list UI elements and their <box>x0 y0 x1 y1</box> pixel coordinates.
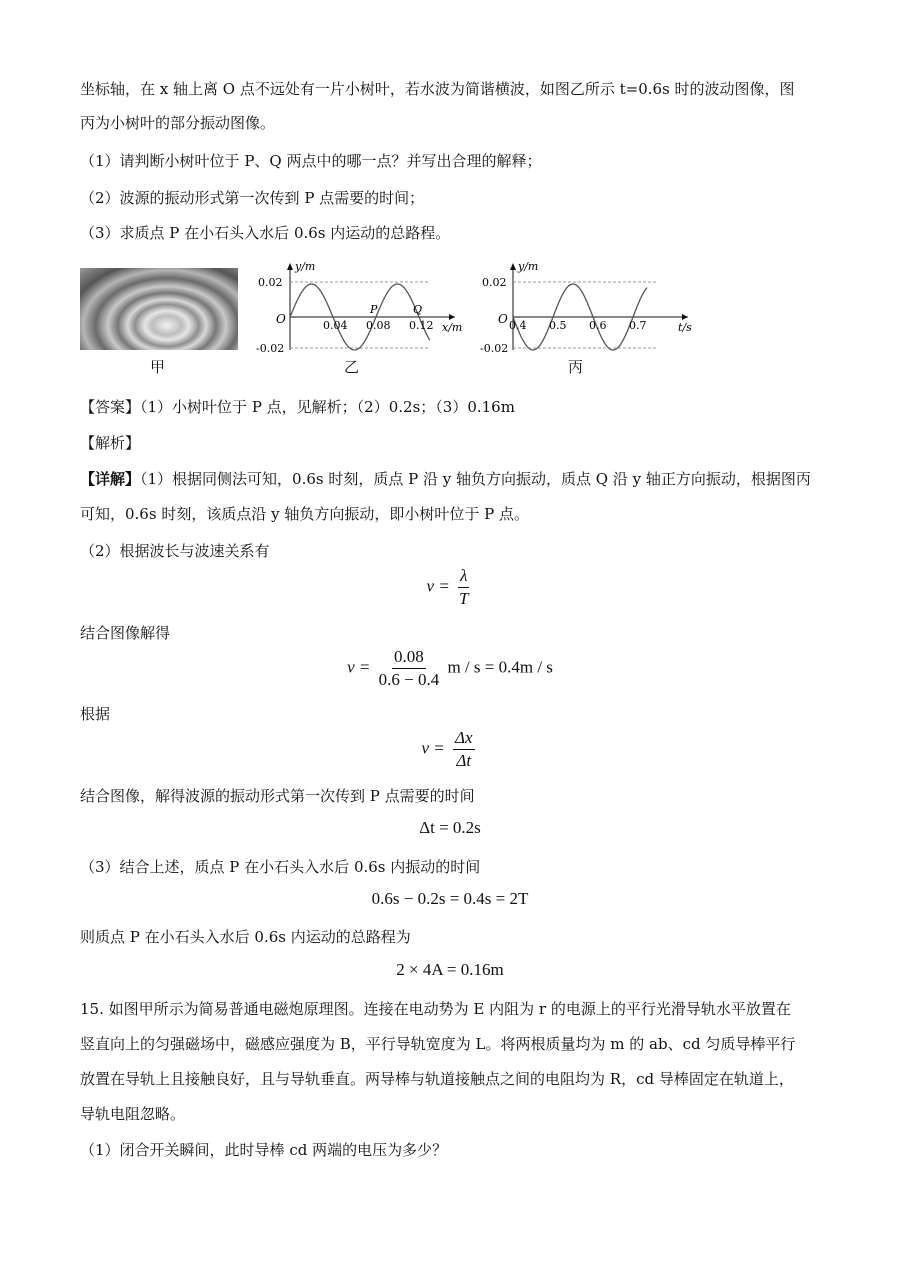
y-tick-bottom: -0.02 <box>256 342 285 355</box>
eq2-lhs: v = <box>347 657 371 677</box>
equation-3 <box>0 727 900 772</box>
detail-p4: 根据 <box>80 705 111 723</box>
detail-p6: （3）结合上述，质点 P 在小石头入水后 0.6s 内振动的时间 <box>80 858 481 876</box>
t-axis-arrow <box>682 314 688 320</box>
detail-p1a <box>80 468 811 489</box>
equation-6: 2 × 4A = 0.16m <box>396 960 504 979</box>
x-tick-0-08: 0.08 <box>366 319 391 332</box>
y-axis-label: y/m <box>295 260 316 273</box>
figure-jia-caption: 甲 <box>150 358 166 376</box>
eq2-rhs: m / s = 0.4m / s <box>447 657 553 677</box>
t-tick-0-7: 0.7 <box>629 319 647 332</box>
eq3-denominator: Δt <box>456 751 472 770</box>
detail-label: 【详解】 <box>80 470 141 488</box>
y-tick-bottom: -0.02 <box>480 342 509 355</box>
eq1-denominator: T <box>459 589 469 608</box>
vibration-graph-bing <box>478 255 703 355</box>
equation-2 <box>0 646 900 691</box>
y-axis-arrow <box>287 263 293 270</box>
eq3-numerator: Δx <box>453 727 475 750</box>
t-tick-0-6: 0.6 <box>589 319 607 332</box>
intro-line-2: 丙为小树叶的部分振动图像。 <box>80 114 276 132</box>
wave-graph-yi <box>250 255 475 355</box>
equation-4: Δt = 0.2s <box>419 818 481 837</box>
x-axis-arrow <box>449 314 455 320</box>
q15-line-3: 放置在导轨上且接触良好，且与导轨垂直。两导棒与轨道接触点之间的电阻均为 R，cd 导棒固定在轨道上， <box>80 1070 794 1088</box>
origin-label: O <box>276 312 286 326</box>
analysis-label: 【解析】 <box>80 434 141 452</box>
eq3-lhs: v = <box>421 738 445 758</box>
y-axis-label: y/m <box>518 260 539 273</box>
q15-line-4: 导轨电阻忽略。 <box>80 1105 186 1123</box>
eq2-numerator: 0.08 <box>392 646 426 669</box>
equation-1 <box>0 565 900 610</box>
intro-line-1: 坐标轴，在 x 轴上离 O 点不远处有一片小树叶，若水波为简谐横波，如图乙所示 t=0.6s 时的波动图像，图 <box>80 80 795 98</box>
detail-p1b: 可知，0.6s 时刻，该质点沿 y 轴负方向振动，即小树叶位于 P 点。 <box>80 505 529 523</box>
x-tick-0-12: 0.12 <box>409 319 434 332</box>
eq2-denominator: 0.6 − 0.4 <box>378 670 440 689</box>
point-q-label: Q <box>413 303 423 316</box>
detail-p5: 结合图像，解得波源的振动形式第一次传到 P 点需要的时间 <box>80 787 475 805</box>
q15-sub-1: （1）闭合开关瞬间，此时导棒 cd 两端的电压为多少？ <box>80 1141 448 1159</box>
point-p-label: P <box>370 303 378 316</box>
x-axis-label: x/m <box>442 321 463 334</box>
answer: 【答案】（1）小树叶位于 P 点，见解析；（2）0.2s；（3）0.16m <box>80 398 515 416</box>
detail-p1a-text: （1）根据同侧法可知，0.6s 时刻，质点 P 沿 y 轴负方向振动，质点 Q 沿 y 轴正方向振动，根据图丙 <box>140 470 811 488</box>
detail-p3: 结合图像解得 <box>80 624 171 642</box>
detail-p2: （2）根据波长与波速关系有 <box>80 542 270 560</box>
figure-bing-caption: 丙 <box>568 358 584 376</box>
question-2: （2）波源的振动形式第一次传到 P 点需要的时间； <box>80 189 425 207</box>
eq1-lhs: v = <box>426 576 450 596</box>
q15-line-1: 15. 如图甲所示为简易普通电磁炮原理图。连接在电动势为 E 内阻为 r 的电源上的平行光滑导轨水平放置在 <box>80 1000 791 1018</box>
water-ripple-photo <box>80 268 238 350</box>
question-1: （1）请判断小树叶位于 P、Q 两点中的哪一点？并写出合理的解释； <box>80 152 542 170</box>
figure-yi-caption: 乙 <box>344 358 360 376</box>
t-tick-0-5: 0.5 <box>549 319 567 332</box>
q15-line-2: 竖直向上的匀强磁场中，磁感应强度为 B，平行导轨宽度为 L。将两根质量均为 m 的 ab、cd 匀质导棒平行 <box>80 1035 796 1053</box>
x-tick-0-04: 0.04 <box>323 319 348 332</box>
origin-label: O <box>498 312 508 326</box>
t-tick-0-4: 0.4 <box>509 319 527 332</box>
eq1-numerator: λ <box>458 565 469 588</box>
y-axis-arrow <box>510 263 516 270</box>
question-3: （3）求质点 P 在小石头入水后 0.6s 内运动的总路程。 <box>80 224 451 242</box>
t-axis-label: t/s <box>678 321 692 334</box>
y-tick-top: 0.02 <box>258 276 283 289</box>
y-tick-top: 0.02 <box>482 276 507 289</box>
equation-5: 0.6s − 0.2s = 0.4s = 2T <box>371 889 529 908</box>
detail-p7: 则质点 P 在小石头入水后 0.6s 内运动的总路程为 <box>80 928 411 946</box>
